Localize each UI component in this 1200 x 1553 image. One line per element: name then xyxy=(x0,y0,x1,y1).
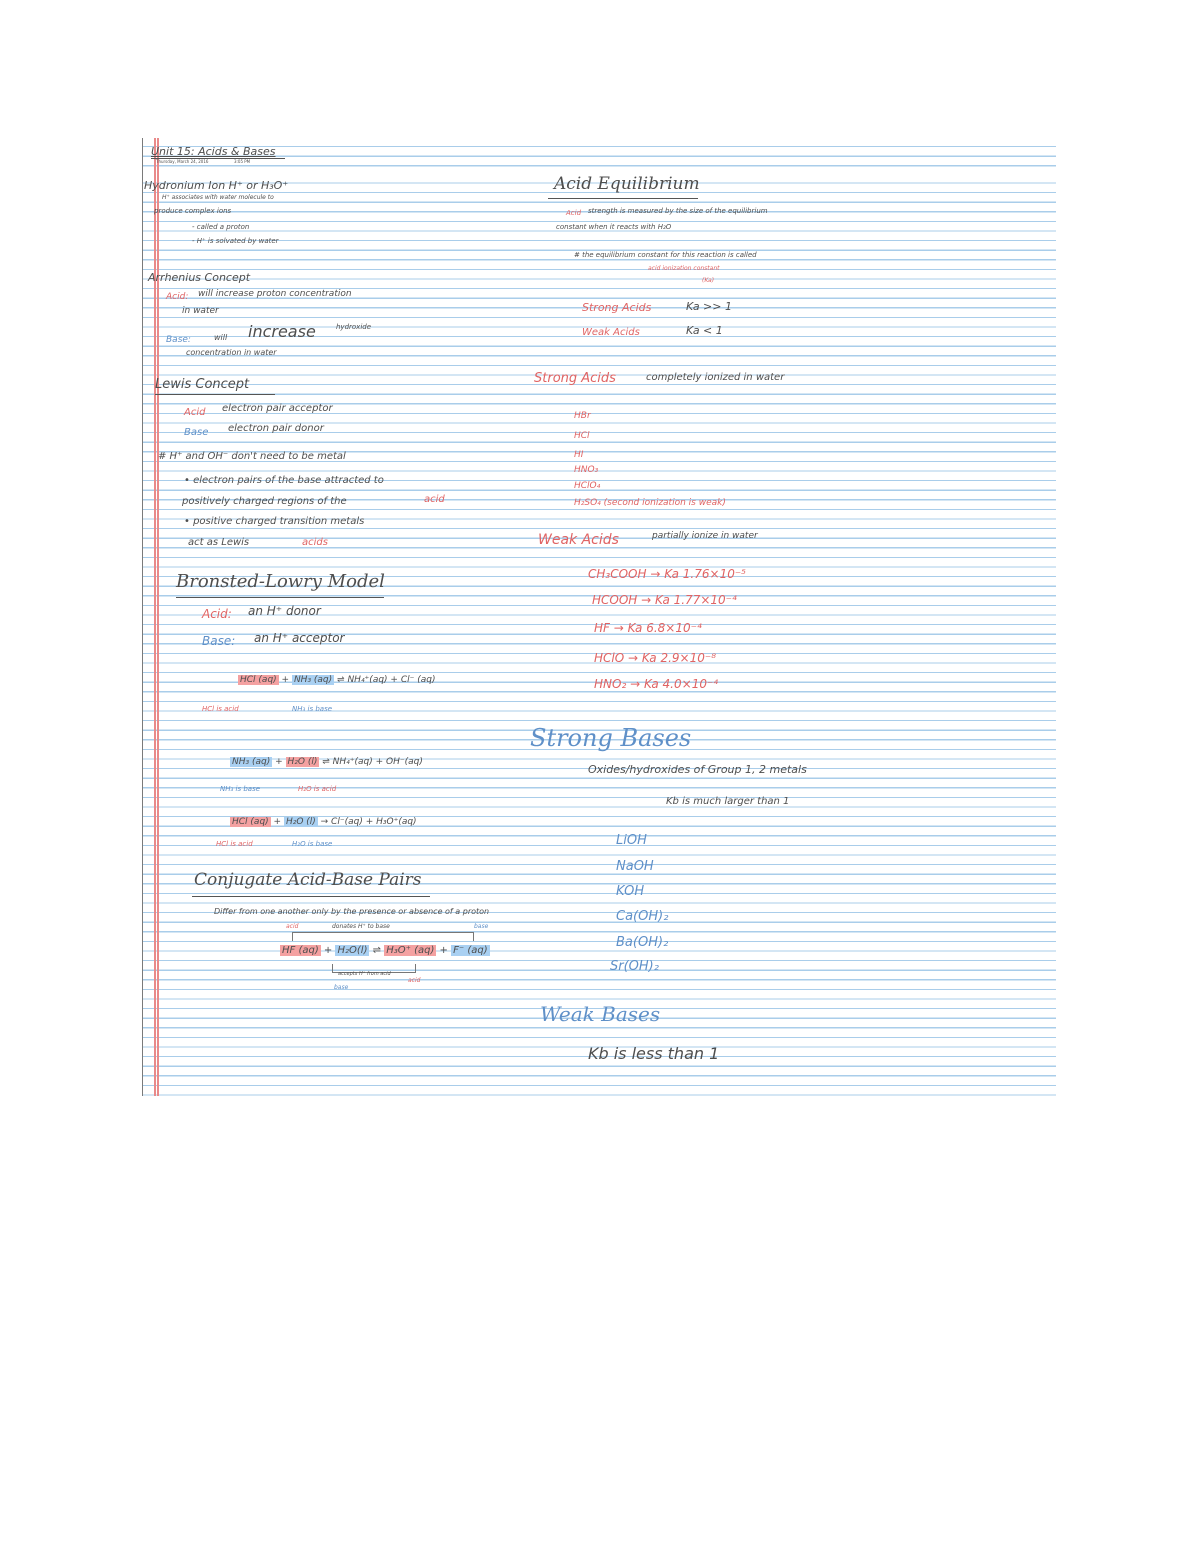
lewis-bullet1c: acid xyxy=(424,494,445,505)
strong-base-item: LiOH xyxy=(616,833,647,848)
conjugate-top-donates: donates H⁺ to base xyxy=(332,923,390,930)
bronsted-heading: Bronsted-Lowry Model xyxy=(176,571,385,592)
bronsted-acid-text: an H⁺ donor xyxy=(248,604,321,618)
conj-eq-h3o: H₃O⁺ (aq) xyxy=(386,945,435,956)
lewis-acid-label: Acid xyxy=(184,407,206,418)
weak-acid-item: HF → Ka 6.8×10⁻⁴ xyxy=(594,621,702,635)
lewis-note: # H⁺ and OH⁻ don't need to be metal xyxy=(158,451,346,462)
bronsted-eq1: HCl (aq) + NH₃ (aq) ⇌ NH₄⁺(aq) + Cl⁻ (aq) xyxy=(240,675,436,685)
conj-eq-h2o: H₂O(l) xyxy=(337,945,368,956)
eq3-products: → Cl⁻(aq) + H₃O⁺(aq) xyxy=(320,817,417,827)
conjugate-bottom-acid: acid xyxy=(408,977,421,984)
conjugate-heading: Conjugate Acid-Base Pairs xyxy=(194,870,422,890)
hydronium-heading: Hydronium Ion H⁺ or H₃O⁺ xyxy=(144,179,289,192)
strong-base-item: KOH xyxy=(616,884,645,899)
lewis-bullet1b: positively charged regions of the xyxy=(182,496,347,507)
strong-base-item: Sr(OH)₂ xyxy=(610,959,659,974)
acid-eq-note: # the equilibrium constant for this reaction is called xyxy=(574,251,757,259)
eq3-note-acid: HCl is acid xyxy=(216,840,253,848)
bronsted-eq3: HCl (aq) + H₂O (l) → Cl⁻(aq) + H₃O⁺(aq) xyxy=(232,817,417,827)
weak-acid-item: HNO₂ → Ka 4.0×10⁻⁴ xyxy=(594,677,719,691)
note-time: 3:05 PM xyxy=(234,159,251,164)
conjugate-bottom-accepts: accepts H⁺ from acid xyxy=(338,971,391,977)
lewis-heading: Lewis Concept xyxy=(155,377,250,392)
bronsted-acid-label: Acid: xyxy=(202,607,232,621)
lewis-bullet2b: act as Lewis xyxy=(188,537,250,548)
eq2-note-base: NH₃ is base xyxy=(220,785,261,793)
conj-eq-f: F⁻ (aq) xyxy=(453,945,488,956)
arrhenius-base-text4: concentration in water xyxy=(186,348,277,357)
lewis-base-label: Base xyxy=(184,427,209,438)
arrhenius-acid-text2: in water xyxy=(182,306,219,316)
hydronium-line: produce complex ions xyxy=(154,207,232,215)
hydronium-line: - called a proton xyxy=(192,223,250,231)
acid-eq-line1-label: Acid xyxy=(566,209,582,217)
weak-acid-item: HCOOH → Ka 1.77×10⁻⁴ xyxy=(592,593,737,607)
arrhenius-base-label: Base: xyxy=(166,335,191,345)
strong-acids-heading: Strong Acids xyxy=(534,371,616,386)
acid-eq-weak-label: Weak Acids xyxy=(582,327,640,338)
strong-acid-item: HBr xyxy=(574,411,591,421)
eq2-products: ⇌ NH₄⁺(aq) + OH⁻(aq) xyxy=(322,757,423,767)
conjugate-eq: HF (aq) + H₂O(l) ⇌ H₃O⁺ (aq) + F⁻ (aq) xyxy=(282,945,488,956)
strong-bases-kb: Kb is much larger than 1 xyxy=(666,796,790,807)
acid-eq-strong-label: Strong Acids xyxy=(582,301,652,314)
eq1-products: ⇌ NH₄⁺(aq) + Cl⁻ (aq) xyxy=(337,675,436,685)
acid-eq-note-red2: (Ka) xyxy=(702,277,715,284)
lewis-underline xyxy=(155,394,275,395)
eq3-note-base: H₂O is base xyxy=(292,840,333,848)
acid-eq-weak-val: Ka < 1 xyxy=(686,324,723,337)
strong-acid-item: HNO₃ xyxy=(574,465,599,475)
acid-equilibrium-underline xyxy=(548,198,698,199)
strong-acid-item: HCl xyxy=(574,431,590,441)
lewis-base-text: electron pair donor xyxy=(228,423,324,434)
eq1-note-acid: HCl is acid xyxy=(202,705,239,713)
weak-acid-item: HClO → Ka 2.9×10⁻⁸ xyxy=(594,651,717,665)
bronsted-underline xyxy=(176,597,384,598)
arrhenius-base-text: will xyxy=(214,333,228,342)
eq2-reactant-base: NH₃ (aq) xyxy=(232,757,271,767)
lewis-bullet2a: • positive charged transition metals xyxy=(184,516,365,527)
acid-eq-note-red: acid ionization constant xyxy=(648,265,720,272)
eq3-reactant-base: H₂O (l) xyxy=(285,817,316,827)
eq2-note-acid: H₂O is acid xyxy=(298,785,337,793)
lewis-bullet1a: • electron pairs of the base attracted to xyxy=(184,475,384,486)
acid-eq-line2: constant when it reacts with H₂O xyxy=(556,223,672,231)
acid-eq-strong-val: Ka >> 1 xyxy=(686,300,732,313)
strong-base-item: NaOH xyxy=(616,859,654,874)
conjugate-underline xyxy=(192,896,430,897)
conjugate-text: Differ from one another only by the presence or absence of a proton xyxy=(214,907,490,916)
eq1-note-base: NH₃ is base xyxy=(292,705,333,713)
arrhenius-base-hydroxide: hydroxide xyxy=(336,323,372,331)
conjugate-top-acid: acid xyxy=(286,923,299,930)
weak-bases-kb: Kb is less than 1 xyxy=(588,1044,720,1063)
strong-bases-heading: Strong Bases xyxy=(530,724,692,752)
eq2-reactant-acid: H₂O (l) xyxy=(287,757,318,767)
conjugate-bottom-base: base xyxy=(334,984,349,991)
lewis-bullet2c: acids xyxy=(302,537,328,548)
notebook-page xyxy=(142,138,1056,1096)
eq3-reactant-acid: HCl (aq) xyxy=(232,817,269,827)
strong-acid-item: H₂SO₄ (second ionization is weak) xyxy=(574,498,726,508)
strong-base-item: Ca(OH)₂ xyxy=(616,909,669,924)
conjugate-top-base: base xyxy=(474,923,489,930)
bronsted-base-label: Base: xyxy=(202,634,236,648)
strong-base-item: Ba(OH)₂ xyxy=(616,935,669,950)
conj-eq-hf: HF (aq) xyxy=(282,945,319,956)
weak-acids-heading: Weak Acids xyxy=(538,532,619,548)
page-edge-line xyxy=(142,138,143,1096)
weak-acids-desc: partially ionize in water xyxy=(652,531,758,541)
arrhenius-acid-label: Acid: xyxy=(166,292,189,302)
strong-acids-desc: completely ionized in water xyxy=(646,372,785,383)
acid-equilibrium-heading: Acid Equilibrium xyxy=(554,174,700,194)
arrhenius-base-increase: increase xyxy=(248,322,316,341)
arrhenius-acid-text: will increase proton concentration xyxy=(198,289,352,299)
arrhenius-heading: Arrhenius Concept xyxy=(148,271,251,284)
strong-acid-item: HI xyxy=(574,450,584,460)
strong-acid-item: HClO₄ xyxy=(574,481,601,491)
bronsted-eq2: NH₃ (aq) + H₂O (l) ⇌ NH₄⁺(aq) + OH⁻(aq) xyxy=(232,757,423,767)
weak-bases-heading: Weak Bases xyxy=(540,1002,661,1026)
eq1-reactant-acid: HCl (aq) xyxy=(240,675,277,685)
note-title: Unit 15: Acids & Bases xyxy=(151,145,276,158)
conjugate-top-bracket xyxy=(292,932,474,941)
note-date: Thursday, March 24, 2016 xyxy=(156,159,209,164)
acid-eq-line1: strength is measured by the size of the equilibrium xyxy=(588,207,768,215)
hydronium-line: H⁺ associates with water molecule to xyxy=(162,194,274,201)
strong-bases-desc: Oxides/hydroxides of Group 1, 2 metals xyxy=(588,763,807,776)
eq1-reactant-base: NH₃ (aq) xyxy=(293,675,333,685)
bronsted-base-text: an H⁺ acceptor xyxy=(254,631,345,645)
hydronium-line: - H⁺ is solvated by water xyxy=(192,237,279,245)
weak-acid-item: CH₃COOH → Ka 1.76×10⁻⁵ xyxy=(588,567,746,581)
lewis-acid-text: electron pair acceptor xyxy=(222,403,333,414)
